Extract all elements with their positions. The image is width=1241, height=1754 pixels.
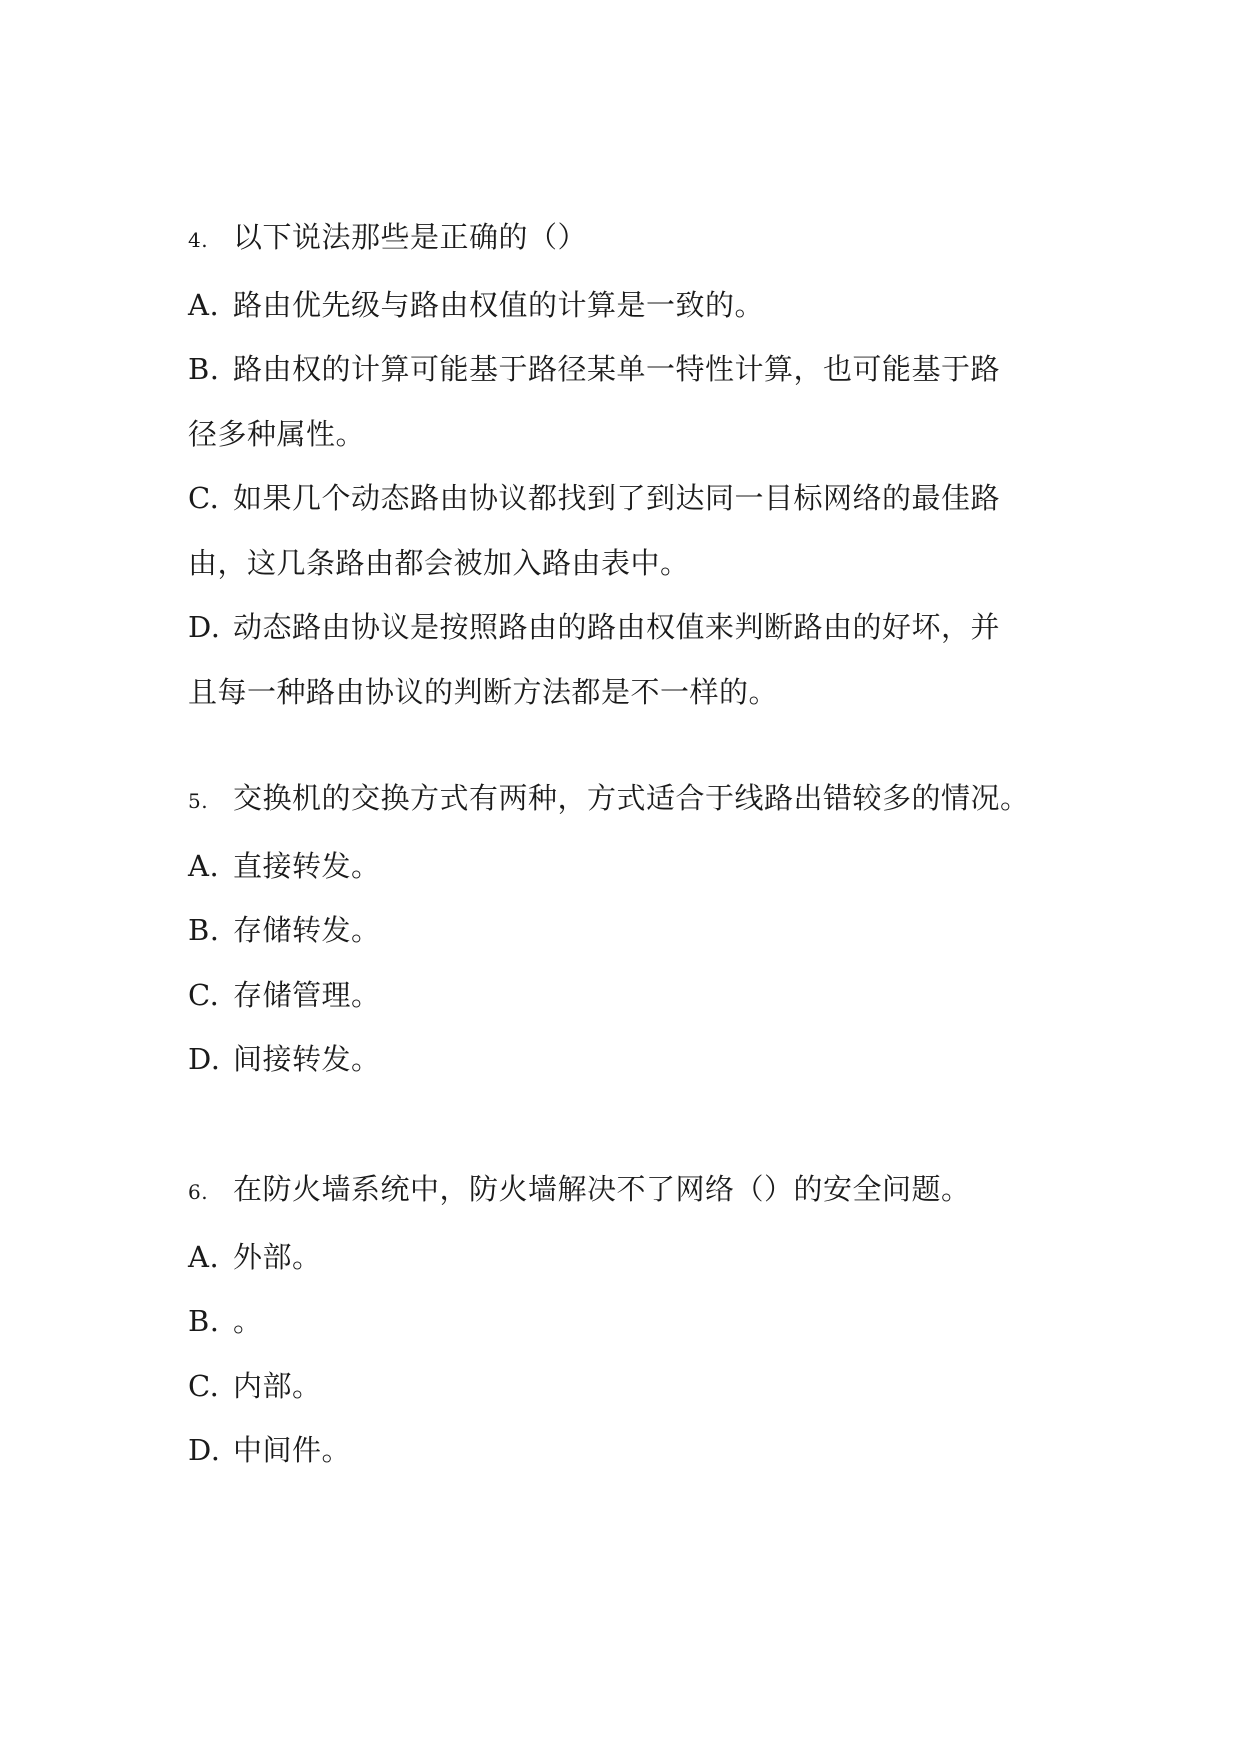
- option-text: 路由优先级与路由权值的计算是一致的。: [233, 287, 765, 322]
- question-stem: [188, 1157, 1068, 1225]
- option-b: [188, 898, 1068, 963]
- option-letter: B.: [188, 913, 220, 947]
- option-text: 。: [233, 1304, 263, 1338]
- option-letter: C.: [188, 1368, 220, 1403]
- option-letter: D.: [188, 610, 221, 644]
- option-text: 直接转发。: [233, 848, 381, 883]
- option-c-continuation: 由，这几条路由都会被加入路由表中。: [188, 545, 690, 580]
- option-c: [188, 466, 1068, 531]
- option-text: 中间件。: [233, 1433, 352, 1467]
- option-text: 间接转发。: [233, 1042, 381, 1076]
- option-b: [188, 1289, 1068, 1354]
- option-text: 存储转发。: [233, 913, 381, 947]
- option-letter: C.: [188, 481, 220, 515]
- question-number: 4.: [188, 228, 209, 252]
- option-letter: A.: [188, 1239, 220, 1274]
- option-c: [188, 1354, 1068, 1419]
- option-letter: B.: [188, 1304, 220, 1338]
- option-text: 路由权的计算可能基于路径某单一特性计算，也可能基于路: [233, 352, 1001, 386]
- question-5: [188, 766, 1068, 1092]
- option-letter: A.: [188, 848, 220, 883]
- question-text: 以下说法那些是正确的（）: [233, 220, 588, 254]
- question-text: 在防火墙系统中，防火墙解决不了网络（）的安全问题。: [233, 1172, 971, 1206]
- question-4: [188, 205, 1068, 724]
- question-stem: [188, 766, 1068, 834]
- question-stem: [188, 205, 1068, 273]
- option-c: [188, 963, 1068, 1028]
- option-a: [188, 273, 1068, 338]
- question-text: 交换机的交换方式有两种，方式适合于线路出错较多的情况。: [233, 781, 1030, 815]
- option-letter: B.: [188, 352, 220, 386]
- question-6: [188, 1157, 1068, 1483]
- question-number: 5.: [188, 789, 209, 813]
- option-a: [188, 1225, 1068, 1290]
- option-text: 存储管理。: [233, 977, 381, 1012]
- option-text: 如果几个动态路由协议都找到了到达同一目标网络的最佳路: [233, 481, 1001, 515]
- option-text: 外部。: [233, 1239, 322, 1274]
- option-b-continuation: 径多种属性。: [188, 416, 366, 451]
- option-d: [188, 1027, 1068, 1092]
- option-text: 内部。: [233, 1368, 322, 1403]
- option-b: [188, 337, 1068, 402]
- option-a: [188, 834, 1068, 899]
- option-letter: C.: [188, 977, 220, 1012]
- option-d: [188, 1418, 1068, 1483]
- option-text: 动态路由协议是按照路由的路由权值来判断路由的好坏，并: [233, 610, 1001, 644]
- option-d-continuation: 且每一种路由协议的判断方法都是不一样的。: [188, 674, 779, 709]
- option-letter: A.: [188, 287, 220, 322]
- option-letter: D.: [188, 1433, 221, 1467]
- question-number: 6.: [188, 1180, 209, 1204]
- option-d: [188, 595, 1068, 660]
- option-letter: D.: [188, 1042, 221, 1076]
